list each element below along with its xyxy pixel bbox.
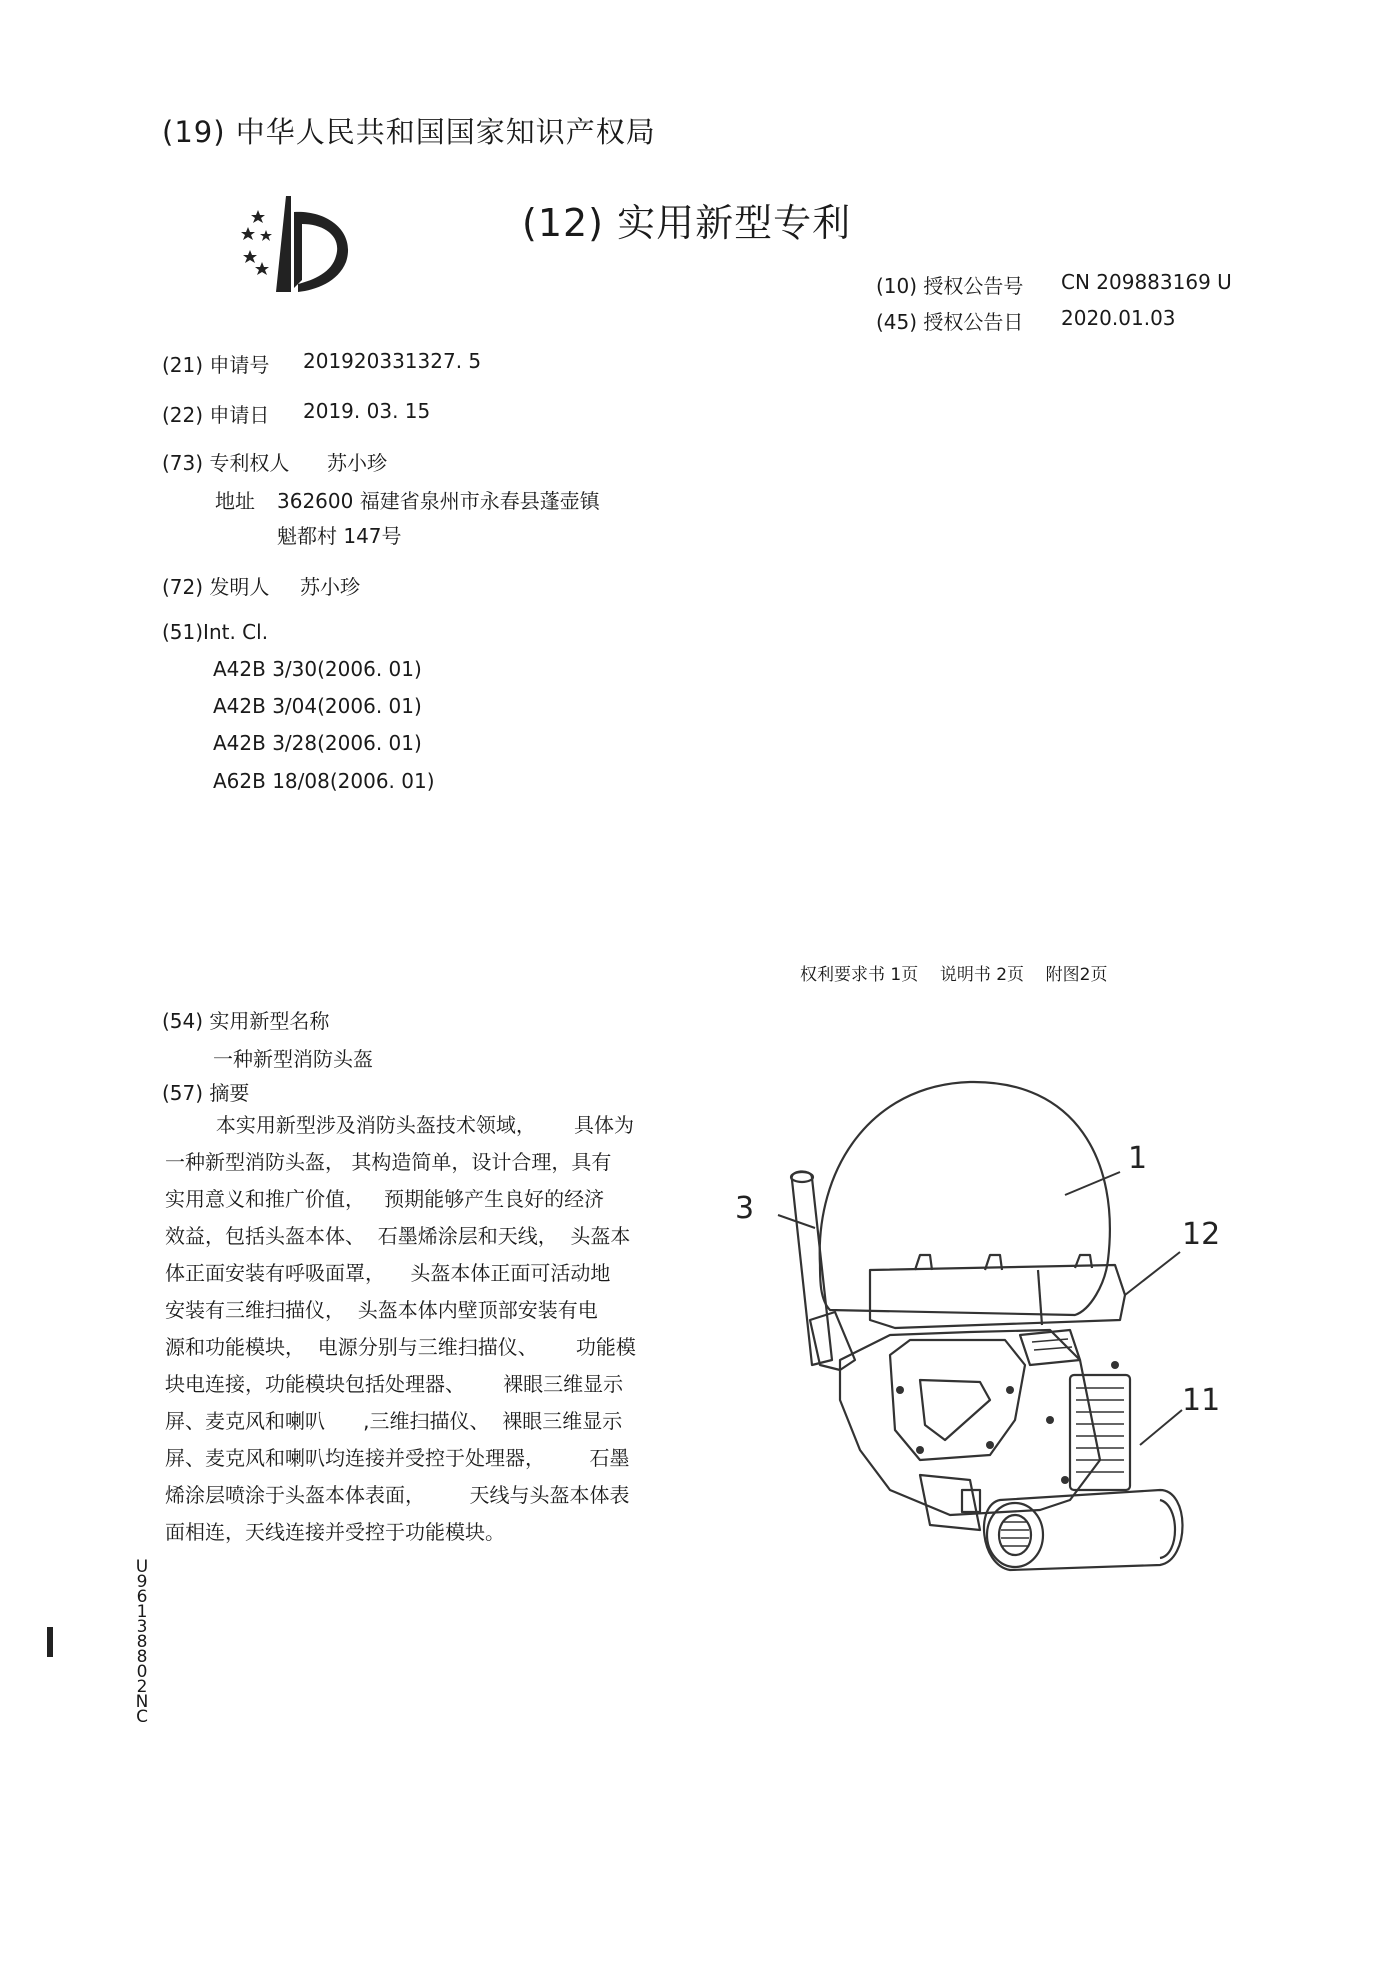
abstract-line: 屏、麦克风和喇叭 ,三维扫描仪、 裸眼三维显示 <box>165 1409 623 1433</box>
abstract-line: 烯涂层喷涂于头盔本体表面， 天线与头盔本体表 <box>165 1483 630 1507</box>
address-label: 地址 <box>215 489 255 513</box>
side-code-char: 0 <box>136 1662 148 1682</box>
page-counts: 权利要求书 1页 说明书 2页 附图2页 <box>800 965 1108 985</box>
patentee-label: (73) 专利权人 <box>162 451 290 475</box>
abstract-label: (57) 摘要 <box>162 1081 250 1105</box>
ipc-label: (51)Int. Cl. <box>162 620 269 644</box>
side-code-char: 1 <box>136 1602 148 1622</box>
pub-date-label: (45) 授权公告日 <box>876 310 1024 334</box>
respirator-filter <box>987 1503 1043 1567</box>
abstract-line: 效益，包括头盔本体、 石墨烯涂层和天线， 头盔本 <box>165 1224 631 1248</box>
label-3: 3 <box>735 1191 755 1226</box>
cnipa-logo-icon <box>228 192 358 297</box>
inventor-label: (72) 发明人 <box>162 575 270 599</box>
ipc-code: A42B 3/28(2006. 01) <box>213 731 422 755</box>
utility-model-title: 一种新型消防头盔 <box>213 1047 373 1071</box>
helmet-dome <box>820 1082 1110 1315</box>
helmet-drawing <box>720 1060 1240 1580</box>
label-12: 12 <box>1182 1217 1221 1252</box>
side-marker <box>47 1627 53 1657</box>
application-number-label: (21) 申请号 <box>162 353 270 377</box>
pub-number-value: CN 209883169 U <box>1061 270 1232 294</box>
side-code-char: 9 <box>136 1572 148 1592</box>
label-1: 1 <box>1128 1141 1148 1176</box>
side-code-char: 6 <box>136 1587 148 1607</box>
abstract-line: 一种新型消防头盔， 其构造简单，设计合理，具有 <box>165 1150 612 1174</box>
application-number-value: 201920331327. 5 <box>303 349 482 373</box>
ipc-code: A42B 3/30(2006. 01) <box>213 657 422 681</box>
pub-date-value: 2020.01.03 <box>1061 306 1176 330</box>
side-code-char: U <box>135 1557 149 1577</box>
abstract-line: 面相连，天线连接并受控于功能模块。 <box>165 1520 505 1544</box>
abstract-line: 安装有三维扫描仪， 头盔本体内壁顶部安装有电 <box>165 1298 598 1322</box>
face-frame <box>840 1330 1100 1515</box>
application-date-label: (22) 申请日 <box>162 403 270 427</box>
side-code-char: 8 <box>136 1632 148 1652</box>
patentee-value: 苏小珍 <box>327 451 387 475</box>
side-code-char: 3 <box>136 1617 148 1637</box>
side-code-char: C <box>136 1707 148 1727</box>
abstract-line: 屏、麦克风和喇叭均连接并受控于处理器， 石墨 <box>165 1446 630 1470</box>
side-code-char: 2 <box>136 1677 148 1697</box>
abstract-line: 本实用新型涉及消防头盔技术领域， 具体为 <box>165 1113 635 1137</box>
abstract-text <box>165 1107 665 1551</box>
ipc-code: A42B 3/04(2006. 01) <box>213 694 422 718</box>
inventor-value: 苏小珍 <box>300 575 360 599</box>
abstract-line: 体正面安装有呼吸面罩， 头盔本体正面可活动地 <box>165 1261 611 1285</box>
document-type: (12) 实用新型专利 <box>522 201 852 245</box>
address-line-2: 魁都村 147号 <box>277 524 402 548</box>
pub-number-label: (10) 授权公告号 <box>876 274 1024 298</box>
abstract-line: 块电连接，功能模块包括处理器、 裸眼三维显示 <box>165 1372 624 1396</box>
utility-model-title-label: (54) 实用新型名称 <box>162 1009 330 1033</box>
side-code-char: N <box>135 1692 149 1712</box>
side-code-char: 8 <box>136 1647 148 1667</box>
abstract-line: 源和功能模块， 电源分别与三维扫描仪、 功能模 <box>165 1335 636 1359</box>
label-11: 11 <box>1182 1383 1221 1418</box>
address-line-1: 362600 福建省泉州市永春县蓬壶镇 <box>277 489 600 513</box>
office-name: (19) 中华人民共和国国家知识产权局 <box>162 115 656 149</box>
abstract-line: 实用意义和推广价值， 预期能够产生良好的经济 <box>165 1187 605 1211</box>
visor-band <box>870 1265 1125 1328</box>
vertical-publication-code <box>132 1557 152 1727</box>
ipc-code: A62B 18/08(2006. 01) <box>213 769 435 793</box>
application-date-value: 2019. 03. 15 <box>303 399 431 423</box>
